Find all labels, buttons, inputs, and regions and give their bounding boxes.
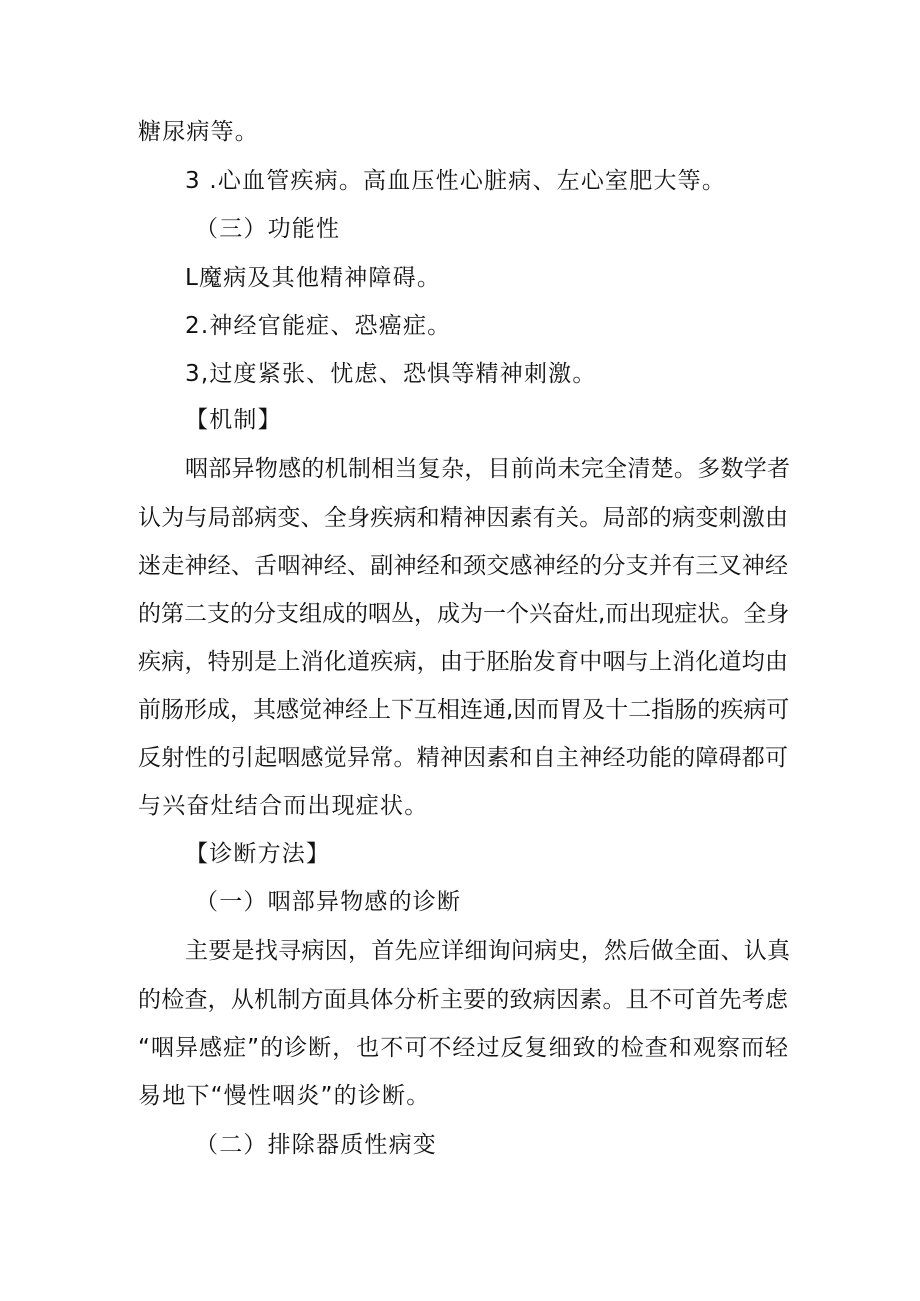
paragraph-line: 的检查，从机制方面具体分析主要的致病因素。且不可首先考虑 <box>138 987 788 1013</box>
paragraph-line: “咽异感症”的诊断，也不可不经过反复细致的检查和观察而轻 <box>138 1035 788 1061</box>
paragraph-line: 主要是找寻病因，首先应详细询问病史，然后做全面、认真 <box>185 938 790 964</box>
section-heading: 【机制】 <box>185 407 282 433</box>
paragraph-line: 易地下“慢性咽炎”的诊断。 <box>138 1083 431 1109</box>
paragraph-line: 迷走神经、舌咽神经、副神经和颈交感神经的分支并有三叉神经 <box>138 553 788 579</box>
paragraph-line: 反射性的引起咽感觉异常。精神因素和自主神经功能的障碍都可 <box>138 745 788 771</box>
paragraph-line: 疾病，特别是上消化道疾病，由于胚胎发育中咽与上消化道均由 <box>138 649 788 675</box>
subsection-heading: （一）咽部异物感的诊断 <box>195 889 462 915</box>
section-heading: 【诊断方法】 <box>185 841 331 867</box>
paragraph-line: 与兴奋灶结合而出现症状。 <box>138 793 429 819</box>
paragraph-line: 认为与局部病变、全身疾病和精神因素有关。局部的病变刺激由 <box>138 505 788 531</box>
text-line: 糖尿病等。 <box>138 119 259 145</box>
section-heading: （三）功能性 <box>195 216 341 242</box>
paragraph-line: 的第二支的分支组成的咽丛，成为一个兴奋灶,而出现症状。全身 <box>138 601 790 627</box>
subsection-heading: （二）排除器质性病变 <box>195 1132 437 1158</box>
list-item: 2.神经官能症、恐癌症。 <box>185 313 452 339</box>
paragraph-line: 咽部异物感的机制相当复杂，目前尚未完全清楚。多数学者 <box>185 456 790 482</box>
paragraph-line: 前肠形成，其感觉神经上下互相连通,因而胃及十二指肠的疾病可 <box>138 697 790 723</box>
list-item: 3 .心血管疾病。高血压性心脏病、左心室肥大等。 <box>185 168 727 194</box>
list-item: 3,过度紧张、忧虑、恐惧等精神刺激。 <box>185 361 597 387</box>
list-item: L魔病及其他精神障碍。 <box>185 265 442 291</box>
